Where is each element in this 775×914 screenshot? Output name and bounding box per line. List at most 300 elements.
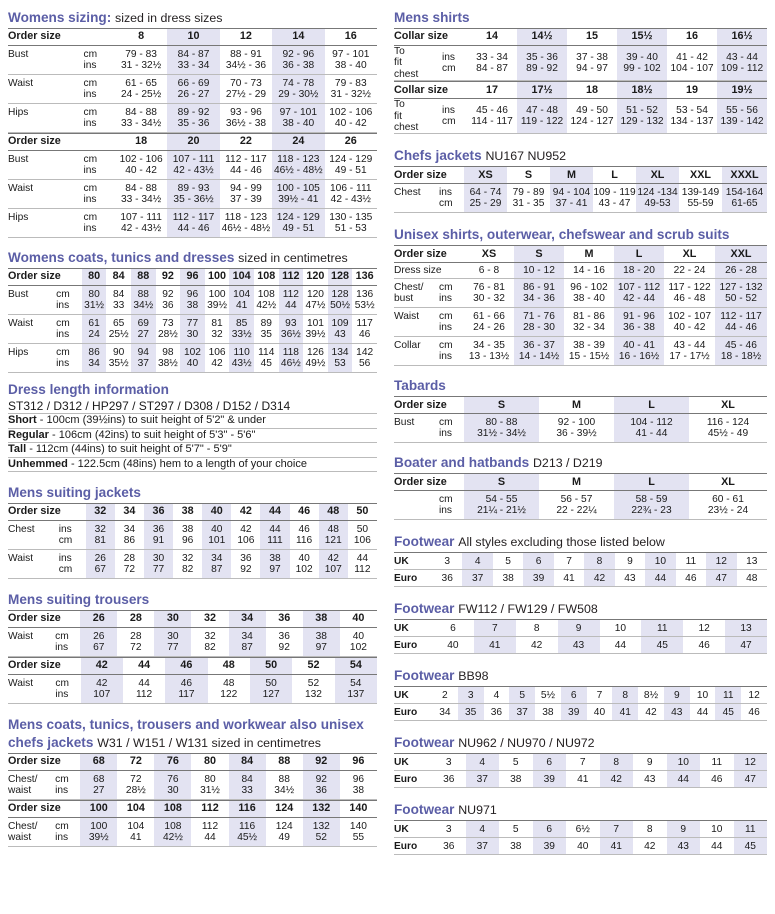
value-cell [319, 521, 348, 550]
header-row [394, 474, 767, 491]
header-cell: 116 [229, 801, 266, 818]
cell-value: 33½ [231, 329, 252, 340]
cell-value: 109 [331, 317, 349, 329]
value-cell [229, 818, 266, 847]
value-cell: 42 [633, 838, 667, 855]
cell-stack [617, 52, 667, 75]
cell-stack [115, 49, 167, 72]
size-table [394, 28, 767, 81]
cell-stack [180, 318, 205, 341]
value-cell: 38 [493, 570, 523, 587]
cell-value: cm [83, 153, 98, 165]
header-row [394, 246, 767, 263]
value-cell: 8 [584, 553, 614, 570]
cell-value: 96 - 102 [570, 282, 608, 294]
cell-value: 48 [327, 523, 339, 535]
value-cell [231, 550, 260, 579]
cell-value: 30 [167, 785, 179, 797]
value-cell [115, 180, 167, 209]
row-units [83, 46, 114, 75]
cell-value: 118 [282, 346, 299, 358]
cell-value: 100 [208, 288, 226, 300]
value-cell: 44 [690, 704, 716, 721]
cell-stack [539, 494, 614, 517]
cell-stack [689, 494, 767, 517]
value-cell: 11 [641, 620, 683, 637]
value-cell: 10 [700, 821, 734, 838]
cell-value: 118 - 123 [224, 211, 268, 223]
cell-value: 46½ [280, 358, 301, 369]
cell-value: 91 [152, 535, 165, 547]
cell-value: 31½ [200, 785, 220, 797]
cell-value: 36 - 37 [523, 340, 555, 352]
value-cell [82, 344, 107, 373]
cell-stack [55, 678, 80, 701]
value-cell [220, 151, 272, 180]
row-label: Chest [394, 184, 439, 213]
cell-value: 45 - 46 [476, 104, 508, 116]
cell-value: 34 - 35 [473, 340, 505, 352]
cell-stack [614, 417, 689, 440]
value-cell [115, 209, 167, 238]
row-units [442, 46, 467, 81]
value-cell: 40 [587, 704, 613, 721]
footwear-table [394, 820, 767, 855]
cell-value: 50 [356, 523, 369, 535]
value-cell [614, 308, 664, 337]
header-cell: 84 [229, 754, 266, 771]
cell-value: 48 [223, 677, 235, 689]
cell-stack [56, 289, 82, 312]
cell-value: 33 - 34½ [121, 118, 162, 129]
section-heading: Mens coats, tunics, trousers and workwear also unisex [8, 717, 364, 733]
table-row [394, 414, 767, 443]
value-cell: 7 [474, 620, 516, 637]
cell-stack [83, 49, 114, 72]
cell-stack [167, 107, 219, 130]
mens-trousers-section [8, 592, 377, 704]
value-cell: 3 [432, 754, 466, 771]
cell-value: 82 [181, 564, 194, 576]
row-units [56, 286, 82, 315]
cell-value: 86 [88, 346, 100, 358]
cell-stack [115, 107, 167, 130]
value-cell [229, 344, 254, 373]
cell-value: 100 - 105 [276, 182, 320, 194]
value-cell [348, 521, 377, 550]
cell-value: 21¼ - 21½ [477, 505, 526, 517]
cell-value: 98 [162, 346, 174, 358]
value-cell [165, 675, 207, 704]
value-cell [106, 344, 131, 373]
value-cell: 9 [664, 687, 690, 704]
cell-value: 102 [295, 564, 313, 576]
header-cell: 34 [229, 611, 266, 628]
size-table [8, 657, 377, 704]
row-label: UK [394, 754, 432, 771]
cell-value: 41 - 42 [676, 51, 708, 63]
cell-stack [352, 318, 377, 341]
row-units [439, 491, 464, 520]
dress-length-line [8, 429, 377, 443]
cell-stack [55, 821, 80, 844]
cell-value: 35 - 36 [526, 51, 558, 63]
cell-value: 36½ - 38 [225, 118, 267, 129]
value-cell [667, 99, 717, 134]
cell-stack [106, 347, 131, 370]
cell-value: 97 [269, 564, 281, 576]
length-name: Short [8, 414, 37, 427]
cell-value: 73 [162, 317, 174, 329]
value-cell [464, 414, 539, 443]
cell-value: 79 - 89 [512, 187, 545, 199]
value-cell: 4 [462, 553, 492, 570]
value-cell [567, 99, 617, 134]
cell-stack [467, 52, 517, 75]
cell-stack [56, 318, 82, 341]
cell-stack [325, 154, 377, 177]
cell-value: 77 [152, 564, 165, 576]
value-cell [340, 771, 377, 800]
value-cell [464, 184, 507, 213]
value-cell [115, 46, 167, 75]
cell-stack [467, 105, 517, 128]
cell-stack [279, 347, 304, 370]
header-cell: 18½ [617, 82, 667, 99]
footwear-table [394, 619, 767, 654]
header-label: Order size [394, 167, 464, 184]
row-label: Chest [8, 521, 59, 550]
cell-value: 42½ [256, 300, 277, 311]
row-label: Bust [8, 151, 83, 180]
cell-stack [272, 78, 324, 101]
value-cell [173, 521, 202, 550]
cell-stack [272, 49, 324, 72]
cell-value: 117 [356, 317, 373, 329]
cell-stack [394, 99, 442, 133]
cell-value: 71 - 76 [523, 311, 555, 323]
table-row [394, 308, 767, 337]
value-cell: 43 [558, 637, 600, 654]
value-cell: 44 [700, 838, 734, 855]
cell-stack [154, 774, 191, 797]
cell-value: 55 - 56 [726, 104, 758, 116]
cell-value: 25½ [108, 329, 129, 340]
cell-value: 44 [285, 300, 297, 311]
cell-value: 38 - 40 [573, 293, 605, 305]
cell-value: 38 [269, 552, 281, 564]
header-label: Collar size [394, 82, 467, 99]
value-cell [303, 771, 340, 800]
value-cell [467, 46, 517, 81]
cell-value: 76 - 81 [473, 282, 505, 294]
cell-stack [514, 340, 564, 363]
cell-value: 56 [358, 358, 371, 369]
value-cell [220, 209, 272, 238]
header-cell: L [614, 246, 664, 263]
value-cell: 5 [509, 687, 535, 704]
cell-stack [8, 774, 55, 797]
cell-value: 106 [237, 535, 255, 547]
cell-value: 33 [241, 785, 253, 797]
length-name: Unhemmed [8, 457, 68, 470]
value-cell [205, 344, 230, 373]
value-cell [117, 818, 154, 847]
row-units [56, 315, 82, 344]
value-cell [352, 315, 377, 344]
cell-stack [514, 311, 564, 334]
header-cell: 50 [250, 658, 292, 675]
cell-value: 42 - 43½ [121, 223, 162, 234]
cell-value: 50 [265, 677, 277, 689]
cell-stack [82, 289, 107, 312]
header-cell: 108 [254, 269, 279, 286]
value-cell: 11 [715, 687, 741, 704]
cell-stack [617, 105, 667, 128]
value-cell [180, 344, 205, 373]
cell-stack [117, 631, 154, 654]
cell-stack [220, 107, 272, 130]
value-cell [231, 521, 260, 550]
cell-value: 67 [94, 564, 106, 576]
cell-value: 28½ [157, 329, 178, 340]
cell-stack [507, 187, 550, 210]
size-table [394, 473, 767, 520]
cell-value: 43 - 44 [726, 51, 758, 63]
footwear-section [394, 802, 767, 855]
cell-value: 94 [137, 346, 149, 358]
cell-value: 66 - 69 [177, 77, 210, 89]
cell-stack [82, 318, 107, 341]
womens-coats-section [8, 250, 377, 373]
cell-value: 124 - 129 [276, 211, 320, 223]
value-cell: 42 [584, 570, 614, 587]
cell-value: 24 - 26 [473, 322, 505, 334]
header-cell: 104 [117, 801, 154, 818]
cell-value: ins [55, 689, 69, 701]
header-cell: 15 [567, 29, 617, 46]
cell-value: 102 [349, 642, 367, 654]
header-row [8, 504, 377, 521]
cell-stack [439, 282, 464, 305]
cell-stack [167, 78, 219, 101]
value-cell: 6 [533, 754, 567, 771]
cell-stack [517, 52, 567, 75]
value-cell [303, 628, 340, 657]
value-cell: 13 [737, 553, 767, 570]
cell-value: 96 [352, 773, 365, 785]
value-cell [117, 771, 154, 800]
value-cell [115, 75, 167, 104]
header-cell: 100 [205, 269, 230, 286]
cell-value: 79 - 83 [334, 77, 367, 89]
value-cell: 10 [667, 754, 701, 771]
value-cell: 11 [734, 821, 768, 838]
cell-stack [260, 553, 289, 576]
header-cell: 96 [340, 754, 377, 771]
cell-stack [564, 311, 614, 334]
value-cell [80, 771, 117, 800]
value-cell [507, 184, 550, 213]
row-label: Euro [394, 637, 432, 654]
euro-row [394, 838, 767, 855]
cell-value: 112 [354, 564, 371, 576]
header-cell: 40 [340, 611, 377, 628]
row-label [394, 279, 439, 308]
cell-stack [202, 524, 231, 547]
value-cell: 8½ [638, 687, 664, 704]
cell-stack [191, 821, 228, 844]
cell-value: 27 [93, 785, 105, 797]
table-row [8, 818, 377, 847]
cell-value: ins [83, 118, 97, 129]
value-cell: 5 [499, 754, 533, 771]
cell-stack [664, 282, 715, 305]
cell-value: 34 - 36 [523, 293, 555, 305]
cell-value: 96 [181, 535, 194, 547]
header-label: Order size [8, 504, 86, 521]
unisex-section [394, 227, 767, 366]
header-cell: 28 [117, 611, 154, 628]
value-cell [260, 550, 289, 579]
cell-stack [123, 678, 165, 701]
cell-value: 92 - 100 [557, 417, 596, 429]
cell-value: 38 - 39 [573, 340, 605, 352]
cell-value: To [394, 46, 405, 57]
value-cell [614, 491, 689, 520]
uk-row [394, 754, 767, 771]
cell-stack [115, 553, 144, 576]
cell-value: 116 - 124 [706, 417, 750, 429]
row-units [56, 344, 82, 373]
cell-value: 70 - 73 [230, 77, 262, 89]
cell-value: 132 [312, 820, 330, 832]
cell-value: 89 [260, 317, 272, 329]
cell-value: 102 - 106 [119, 153, 163, 165]
row-units [442, 99, 467, 134]
cell-stack [303, 347, 328, 370]
cell-value: 55-59 [687, 198, 714, 210]
cell-stack [303, 821, 340, 844]
cell-value: 41 - 44 [635, 428, 668, 440]
cell-value: 102 - 107 [667, 311, 712, 323]
cell-stack [115, 524, 144, 547]
length-name: Regular [8, 428, 49, 441]
footwear-section [394, 668, 767, 721]
value-cell [106, 315, 131, 344]
value-cell [567, 46, 617, 81]
cell-stack [340, 774, 377, 797]
cell-value: ins [55, 642, 69, 654]
cell-value: 53 [334, 358, 346, 369]
value-cell: 38 [499, 771, 533, 788]
cell-value: 46½ - 48½ [221, 223, 271, 234]
row-units [83, 180, 114, 209]
value-cell [180, 286, 205, 315]
cell-value: 104 - 112 [630, 417, 673, 429]
value-cell [303, 344, 328, 373]
row-label: Waist [394, 308, 439, 337]
cell-value: 35 [260, 329, 272, 340]
cell-stack [290, 553, 319, 576]
header-cell: 88 [266, 754, 303, 771]
cell-stack [229, 821, 266, 844]
header-cell: M [539, 397, 614, 414]
value-cell: 43 [667, 838, 701, 855]
header-cell: 30 [154, 611, 191, 628]
row-label: Euro [394, 838, 432, 855]
cell-value: 67 [93, 642, 105, 654]
value-cell [325, 180, 377, 209]
cell-value: 49½ [305, 358, 326, 369]
table-row [8, 180, 377, 209]
cell-stack [59, 524, 86, 547]
cell-value: 112 [282, 288, 299, 300]
header-cell: 40 [202, 504, 231, 521]
cell-stack [517, 105, 567, 128]
cell-value: 40 [186, 358, 199, 369]
row-units [83, 209, 114, 238]
cell-stack [340, 631, 377, 654]
value-cell [715, 308, 767, 337]
cell-value: 109 - 119 [593, 187, 636, 199]
cell-stack [106, 318, 131, 341]
header-cell: 38 [173, 504, 202, 521]
value-cell: 7 [566, 754, 600, 771]
cell-stack [394, 282, 439, 305]
cell-value: 64 - 74 [469, 187, 502, 199]
value-cell [279, 344, 304, 373]
value-cell [115, 151, 167, 180]
cell-value: 58 - 59 [635, 494, 668, 506]
header-cell: 22 [220, 134, 272, 151]
cell-value: 38 [186, 300, 199, 311]
header-cell: 8 [115, 29, 167, 46]
cell-stack [167, 183, 219, 206]
value-cell: 47 [725, 637, 767, 654]
value-cell [614, 414, 689, 443]
header-cell: 112 [279, 269, 304, 286]
value-cell [290, 550, 319, 579]
cell-value: 53½ [354, 300, 375, 311]
cell-value: 81 - 86 [573, 311, 605, 323]
cell-value: ins [439, 187, 453, 199]
cell-stack [439, 187, 464, 210]
cell-stack [260, 524, 289, 547]
cell-value: cm [439, 198, 453, 210]
value-cell: 40 [432, 637, 474, 654]
value-cell [229, 771, 266, 800]
cell-value: 39 - 40 [626, 51, 658, 63]
cell-value: waist [8, 785, 32, 797]
cell-stack [567, 105, 617, 128]
cell-stack [664, 340, 715, 363]
value-cell: 41 [612, 704, 638, 721]
header-cell: 12 [220, 29, 272, 46]
cell-value: 28 [130, 630, 142, 642]
value-cell [636, 184, 679, 213]
header-cell: 15½ [617, 29, 667, 46]
cell-value: 121 [324, 535, 342, 547]
cell-value: 119 - 122 [520, 116, 564, 128]
cell-value: cm [83, 48, 98, 60]
header-cell: 46 [290, 504, 319, 521]
value-cell [86, 521, 115, 550]
uk-row [394, 620, 767, 637]
value-cell: 43 [615, 570, 645, 587]
value-cell: 39 [561, 704, 587, 721]
cell-value: 124 -134 [637, 187, 678, 199]
